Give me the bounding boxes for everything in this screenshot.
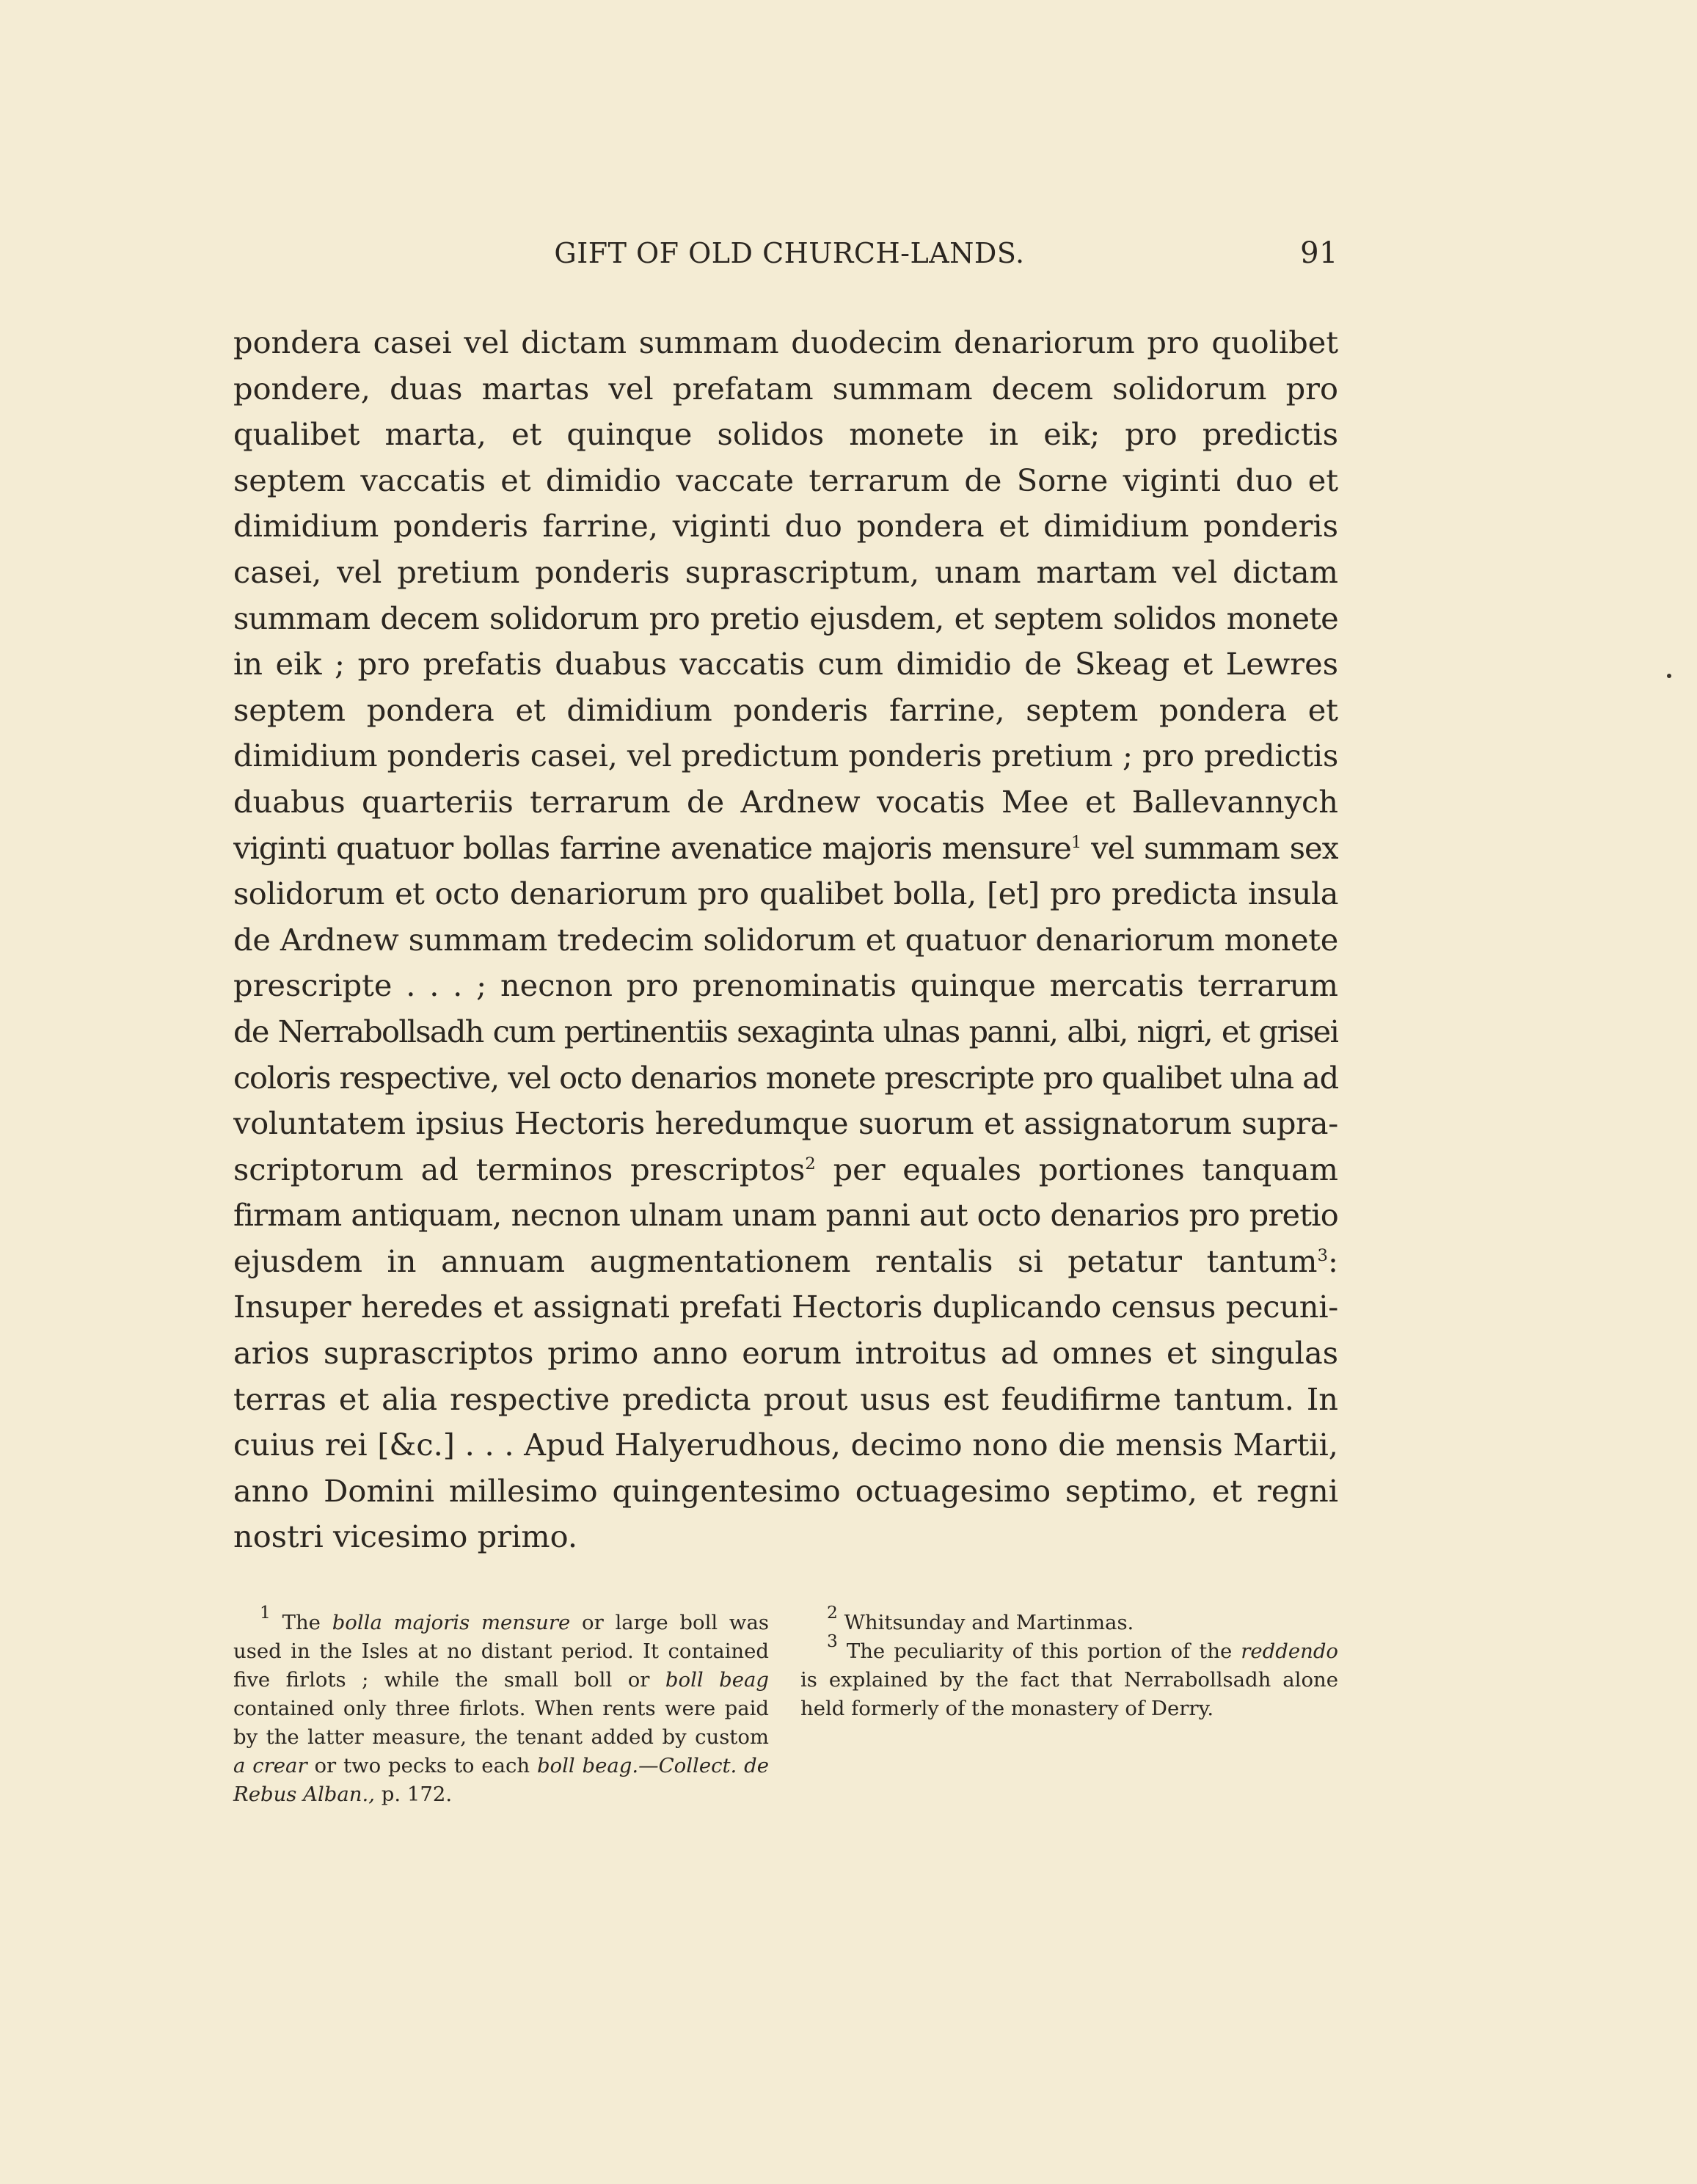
text-line: terras et alia respective predicta prout usus est feudifirme tantum. In <box>233 1380 1338 1417</box>
text-line: dimidium ponderis casei, vel predictum ponderis pretium ; pro predictis <box>233 738 1338 774</box>
running-head <box>233 236 1338 270</box>
footnote-ref-2[interactable]: 2 <box>805 1154 816 1173</box>
footnote-number: 2 <box>827 1601 838 1623</box>
text-fragment: vel summam sex <box>1091 829 1338 866</box>
text-line: qualibet marta, et quinque solidos monete in eik; pro predictis <box>233 416 1338 453</box>
footnote-1 <box>233 1601 770 1809</box>
text-line <box>233 826 1338 872</box>
footnote-column-right <box>800 1601 1338 1809</box>
footnote-number: 3 <box>827 1630 838 1651</box>
text-line: cuius rei [&c.] . . . Apud Halyerudhous, decimo nono die mensis Martii, <box>233 1427 1338 1463</box>
footnote-italic: bolla majoris mensure <box>332 1611 571 1634</box>
running-title: GIFT OF OLD CHURCH-LANDS. <box>554 237 1025 269</box>
footnote-italic: a crear <box>233 1754 307 1777</box>
ink-speck <box>1667 674 1671 678</box>
text-line <box>233 1239 1338 1285</box>
text-fragment: scriptorum ad terminos prescriptos <box>233 1151 806 1187</box>
text-fragment: ejusdem in annuam augmentationem rentalis si petatur tantum <box>233 1242 1318 1279</box>
footnote-text: Whitsunday and Martinmas. <box>844 1611 1134 1634</box>
text-line: de Nerrabollsadh cum pertinentiis sexaginta ulnas panni, albi, nigri, et grisei <box>233 1013 1338 1049</box>
text-line: casei, vel pretium ponderis suprascriptum, unam martam vel dictam <box>233 553 1338 590</box>
text-fragment: : <box>1328 1242 1338 1279</box>
footnote-column-left <box>233 1601 770 1809</box>
footnote-text: p. 172. <box>375 1783 453 1806</box>
page-number: 91 <box>1300 236 1338 270</box>
footnotes <box>233 1601 1338 1809</box>
text-line: pondere, duas martas vel prefatam summam decem solidorum pro <box>233 370 1338 407</box>
text-line: nostri vicesimo primo. <box>233 1518 578 1555</box>
text-line: septem vaccatis et dimidio vaccate terrarum de Sorne viginti duo et <box>233 462 1338 498</box>
text-line: coloris respective, vel octo denarios monete prescripte pro qualibet ulna ad <box>233 1059 1338 1096</box>
footnote-2 <box>800 1601 1338 1637</box>
footnote-text: or large boll was used in the Isles at no distant period. It contained five firlots ; while the small boll or <box>233 1611 769 1692</box>
text-line: voluntatem ipsius Hectoris heredumque suorum et assignatorum supra- <box>233 1105 1338 1142</box>
footnote-ref-1[interactable]: 1 <box>1070 832 1081 852</box>
footnote-3 <box>800 1630 1338 1723</box>
footnote-text: is explained by the fact that Nerrabollsadh alone held formerly of the monastery of Derry. <box>800 1668 1338 1720</box>
footnote-italic: reddendo <box>1241 1639 1338 1663</box>
text-line: Insuper heredes et assignati prefati Hectoris duplicando census pecuni- <box>233 1289 1338 1325</box>
text-line: summam decem solidorum pro pretio ejusdem, et septem solidos monete <box>233 600 1338 636</box>
text-fragment: per equales portiones tanquam <box>833 1151 1338 1187</box>
text-line: septem pondera et dimidium ponderis farrine, septem pondera et <box>233 691 1338 728</box>
footnote-text: contained only three firlots. When rents were paid by the latter measure, the tenant added by custom <box>233 1697 769 1749</box>
footnote-italic: boll beag <box>665 1668 769 1692</box>
text-line: arios suprascriptos primo anno eorum introitus ad omnes et singulas <box>233 1335 1338 1372</box>
text-line: de Ardnew summam tredecim solidorum et quatuor denariorum monete <box>233 921 1338 958</box>
text-line: prescripte . . . ; necnon pro prenominatis quinque mercatis terrarum <box>233 967 1338 1004</box>
text-line <box>233 1147 1338 1193</box>
footnote-text: The <box>282 1611 332 1634</box>
footnote-ref-3[interactable]: 3 <box>1317 1246 1329 1266</box>
text-line: duabus quarteriis terrarum de Ardnew vocatis Mee et Ballevannych <box>233 783 1338 820</box>
body-text <box>233 320 1338 1560</box>
footnote-text: or two pecks to each <box>307 1754 537 1777</box>
text-fragment: viginti quatuor bollas farrine avenatice majoris mensure <box>233 829 1071 866</box>
footnote-text: The peculiarity of this portion of the <box>846 1639 1241 1663</box>
text-line: firmam antiquam, necnon ulnam unam panni aut octo denarios pro pretio <box>233 1197 1338 1234</box>
text-line: pondera casei vel dictam summam duodecim denariorum pro quolibet <box>233 324 1338 360</box>
footnote-number: 1 <box>260 1601 271 1623</box>
text-line: in eik ; pro prefatis duabus vaccatis cum dimidio de Skeag et Lewres <box>233 646 1338 682</box>
footnote-italic: boll beag.—Collect. de Rebus Alban., <box>233 1754 770 1806</box>
text-line: anno Domini millesimo quingentesimo octuagesimo septimo, et regni <box>233 1472 1338 1509</box>
text-line: dimidium ponderis farrine, viginti duo pondera et dimidium ponderis <box>233 508 1338 545</box>
text-line: solidorum et octo denariorum pro qualibet bolla, [et] pro predicta insula <box>233 876 1338 912</box>
